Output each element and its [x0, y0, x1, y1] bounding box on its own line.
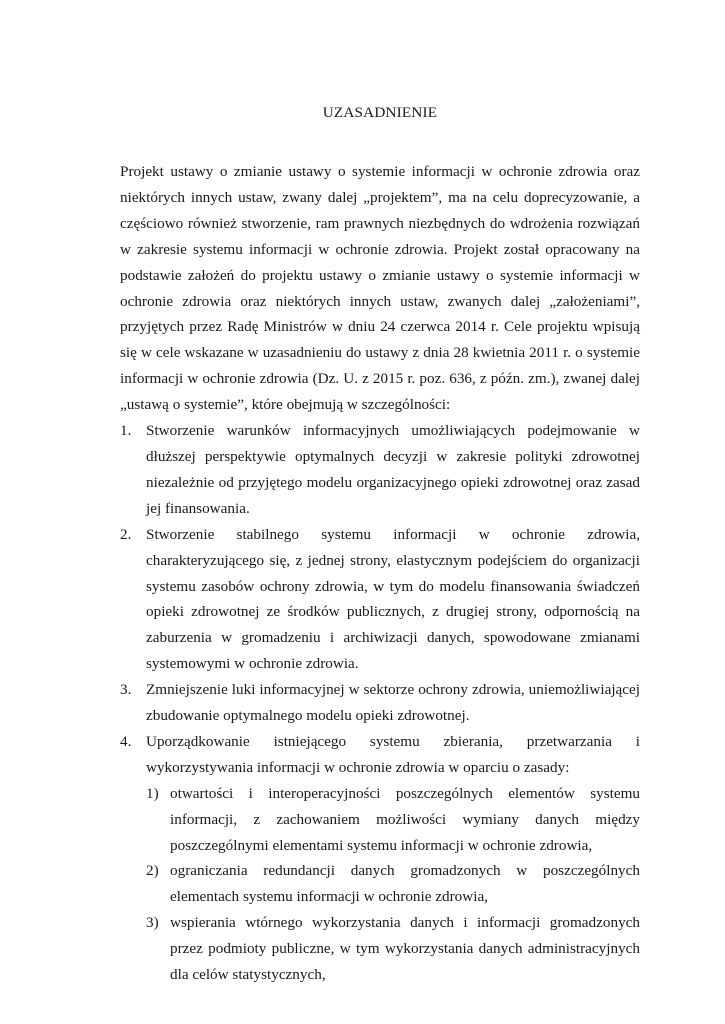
principles-sublist [146, 781, 640, 988]
sublist-item-number: 3) [146, 914, 159, 932]
list-item [120, 677, 640, 729]
list-item-number: 4. [120, 732, 132, 750]
document-title: UZASADNIENIE [322, 104, 438, 121]
list-item [120, 522, 640, 677]
sublist-item [146, 910, 640, 988]
sublist-item-text: wspierania wtórnego wykorzystania danych i informacji gromadzonych przez podmioty publiczne, w tym wykorzystania danych administracyjnych dla celów statystycznych, [170, 914, 640, 984]
list-item [120, 418, 640, 522]
intro-paragraph: Projekt ustawy o zmianie ustawy o systemie informacji w ochronie zdrowia oraz niektórych innych ustaw, zwany dalej „projektem”, ma na celu doprecyzowanie, a częściowo również stworzenie, ram prawnych niezbędnych do wdrożenia rozwiązań w zakresie systemu informacji w ochronie zdrowia. Projekt został opracowany na podstawie założeń do projektu ustawy o zmianie ustawy o systemie informacji w ochronie zdrowia oraz niektórych innych ustaw, zwanych dalej „założeniami”, przyjętych przez Radę Ministrów w dniu 24 czerwca 2014 r. Cele projektu wpisują się w cele wskazane w uzasadnieniu do ustawy z dnia 28 kwietnia 2011 r. o systemie informacji w ochronie zdrowia (Dz. U. z 2015 r. poz. 636, z późn. zm.), zwanej dalej „ustawą o systemie”, które obejmują w szczególności: [120, 163, 640, 414]
list-item-number: 1. [120, 422, 132, 440]
sublist-item-number: 1) [146, 784, 159, 802]
sublist-item [146, 781, 640, 859]
document-page [120, 100, 640, 988]
goals-list [120, 418, 640, 988]
list-item-text: Stworzenie warunków informacyjnych umożliwiających podejmowanie w dłuższej perspektywie optymalnych decyzji w zakresie polityki zdrowotnej niezależnie od przyjętego modelu organizacyjnego opieki zdrowotnej oraz zasad jej finansowania. [146, 422, 640, 517]
list-item [120, 729, 640, 988]
list-item-text: Stworzenie stabilnego systemu informacji w ochronie zdrowia, charakteryzującego się, z jednej strony, elastycznym podejściem do organizacji systemu zasobów ochrony zdrowia, w tym do modelu finansowania świadczeń opieki zdrowotnej ze środków publicznych, z drugiej strony, odpornością na zaburzenia w gromadzeniu i archiwizacji danych, spowodowane zmianami systemowymi w ochronie zdrowia. [146, 525, 640, 673]
sublist-item-number: 2) [146, 862, 159, 880]
sublist-item-text: otwartości i interoperacyjności poszczególnych elementów systemu informacji, z zachowaniem możliwości wymiany danych między poszczególnymi elementami systemu informacji w ochronie zdrowia, [170, 784, 640, 854]
list-item-number: 2. [120, 525, 132, 543]
list-item-number: 3. [120, 681, 132, 699]
list-item-text: Uporządkowanie istniejącego systemu zbierania, przetwarzania i wykorzystywania informacji w ochronie zdrowia w oparciu o zasady: [146, 732, 640, 776]
list-item-text: Zmniejszenie luki informacyjnej w sektorze ochrony zdrowia, uniemożliwiającej zbudowanie optymalnego modelu opieki zdrowotnej. [146, 681, 640, 725]
sublist-item-text: ograniczania redundancji danych gromadzonych w poszczególnych elementach systemu informacji w ochronie zdrowia, [170, 862, 640, 906]
sublist-item [146, 858, 640, 910]
